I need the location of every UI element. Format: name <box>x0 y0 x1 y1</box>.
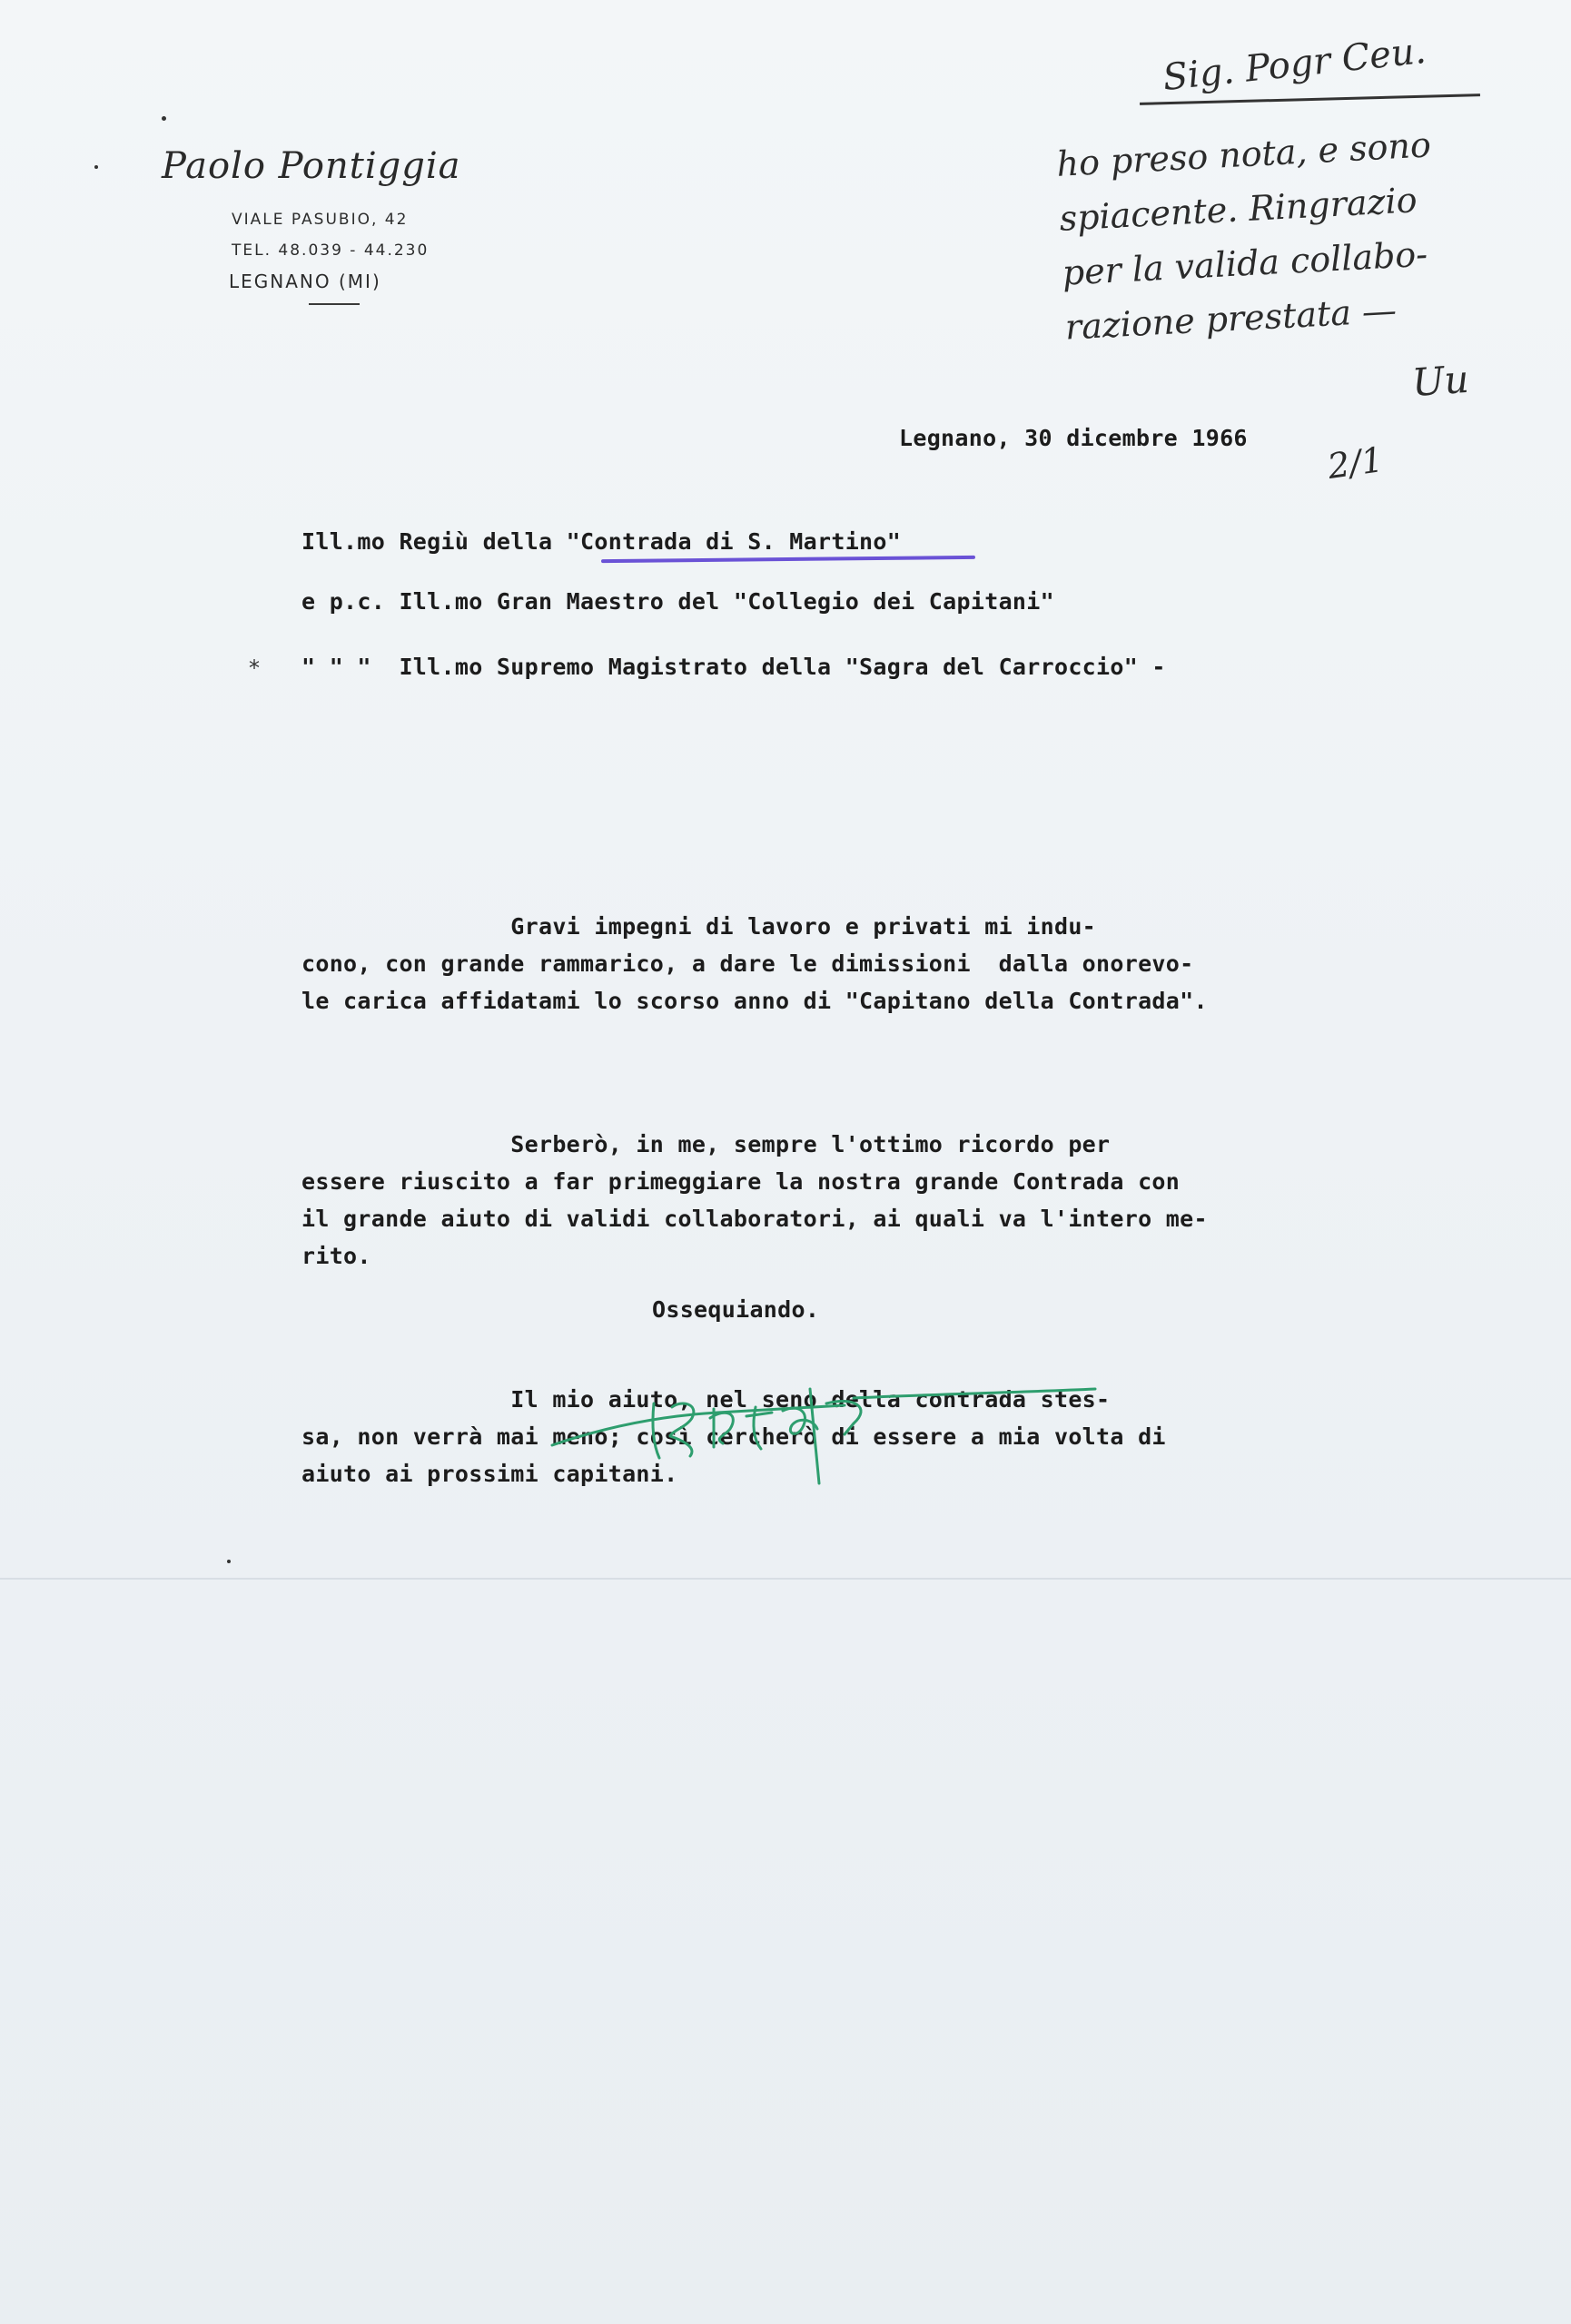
asterisk-marker: * <box>249 655 260 681</box>
addressee-line: " " " Ill.mo Supremo Magistrato della "Sagra del Carroccio" - <box>301 654 1166 680</box>
body-paragraph: Il mio aiuto, nel seno della contrada stes- sa, non verrà mai meno; così cercherò di essere a mia volta di aiuto ai prossimi capitani. <box>301 1386 1166 1487</box>
handwritten-initials: Uu <box>1410 356 1471 406</box>
handwritten-reference: 2/1 <box>1325 438 1386 487</box>
letter-date: Legnano, 30 dicembre 1966 <box>899 425 1248 451</box>
handwritten-line: razione prestata — <box>1063 290 1398 348</box>
handwritten-note <box>1055 117 1441 354</box>
handwritten-line: per la valida collabo- <box>1061 233 1429 293</box>
handwritten-line: ho preso nota, e sono <box>1055 124 1432 184</box>
body-paragraph: Serberò, in me, sempre l'ottimo ricordo per essere riuscito a far primeggiare la nostra grande Contrada con il grande aiuto di validi collaboratori, ai quali va l'intero me- rito. <box>301 1131 1208 1269</box>
letterhead-city: LEGNANO (MI) <box>229 271 381 292</box>
letterhead-rule <box>309 303 360 305</box>
handwritten-heading: Sig. Pogr Ceu. <box>1161 29 1428 100</box>
addressee-line: e p.c. Ill.mo Gran Maestro del "Collegio dei Capitani" <box>301 588 1054 615</box>
closing-salutation: Ossequiando. <box>652 1296 820 1323</box>
ink-dot <box>227 1560 231 1563</box>
addressee-underline <box>601 556 975 563</box>
addressee-line: Ill.mo Regiù della "Contrada di S. Martino" <box>301 528 902 555</box>
body-paragraph: Gravi impegni di lavoro e privati mi indu- cono, con grande rammarico, a dare le dimissioni dalla onorevo- le carica affidatami lo scorso anno di "Capitano della Contrada". <box>301 913 1208 1014</box>
letterhead-name: Paolo Pontiggia <box>162 145 461 187</box>
ink-dot <box>94 165 98 169</box>
handwritten-line: spiacente. Ringrazio <box>1058 180 1418 239</box>
ink-dot <box>162 116 166 121</box>
letterhead-street: VIALE PASUBIO, 42 <box>232 211 409 229</box>
signature-image <box>545 1353 1108 1489</box>
letterhead-phone: TEL. 48.039 - 44.230 <box>232 241 430 260</box>
